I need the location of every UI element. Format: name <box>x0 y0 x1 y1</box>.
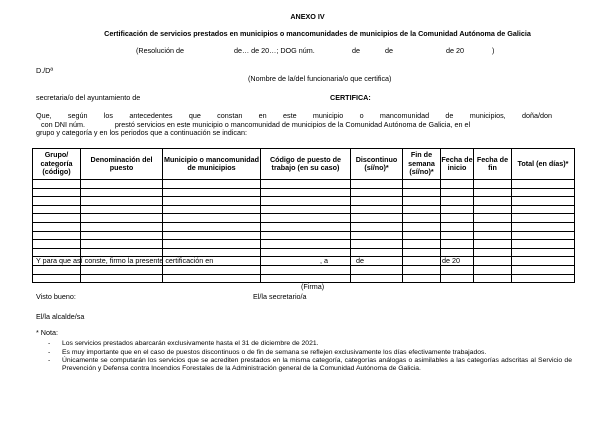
table-cell <box>441 188 474 197</box>
col-header-weekend: Fin de semana (sí/no)* <box>403 149 441 180</box>
table-cell <box>163 214 261 223</box>
annex-title: ANEXO IV <box>290 12 325 21</box>
certifica-heading: CERTIFICA: <box>330 93 371 102</box>
table-cell <box>351 205 403 214</box>
table-cell <box>474 188 512 197</box>
secretary-signature: El/la secretario/a <box>253 292 307 301</box>
table-cell <box>81 265 163 274</box>
table-cell <box>441 265 474 274</box>
paragraph-line-1: Que, según los antecedentes que constan en este municipio o mancomunidad de municipios, doña/don <box>36 111 552 120</box>
col-header-end-date: Fecha de fin <box>474 149 512 180</box>
table-cell <box>33 274 81 283</box>
table-cell <box>474 248 512 257</box>
col-header-total-days: Total (en días)* <box>512 149 575 180</box>
resolution-de-1: de <box>352 46 360 55</box>
table-cell <box>441 240 474 249</box>
table-cell <box>474 197 512 206</box>
table-cell <box>512 231 575 240</box>
table-cell <box>351 222 403 231</box>
table-cell <box>33 265 81 274</box>
table-cell <box>351 274 403 283</box>
table-cell <box>512 205 575 214</box>
table-cell <box>81 205 163 214</box>
table-cell <box>351 214 403 223</box>
certifier-name-hint: (Nombre de la/del funcionaria/o que certifica) <box>248 74 392 83</box>
table-cell <box>403 231 441 240</box>
table-cell <box>512 214 575 223</box>
table-row <box>33 231 575 240</box>
table-cell <box>512 240 575 249</box>
table-cell <box>163 265 261 274</box>
table-cell <box>512 180 575 189</box>
table-cell <box>512 265 575 274</box>
table-cell <box>351 240 403 249</box>
table-cell <box>512 257 575 266</box>
table-cell <box>441 214 474 223</box>
table-cell <box>403 197 441 206</box>
col-header-position: Denominación del puesto <box>81 149 163 180</box>
paragraph-line-3: grupo y categoría y en los periodos que a continuación se indican: <box>36 128 247 137</box>
table-cell <box>474 257 512 266</box>
table-cell <box>512 188 575 197</box>
col-header-group: Grupo/ categoría (código) <box>33 149 81 180</box>
table-cell <box>441 222 474 231</box>
table-row <box>33 240 575 249</box>
table-cell <box>33 231 81 240</box>
table-cell <box>261 265 351 274</box>
col-header-position-code: Código de puesto de trabajo (en su caso) <box>261 149 351 180</box>
table-cell <box>163 180 261 189</box>
table-cell <box>441 205 474 214</box>
note-text: Los servicios prestados abarcarán exclusivamente hasta el 31 de diciembre de 2021. <box>62 340 319 347</box>
col-header-discontinuous: Discontinuo (sí/no)* <box>351 149 403 180</box>
table-body <box>33 180 575 283</box>
table-cell <box>33 214 81 223</box>
table-cell <box>351 265 403 274</box>
mayor-signature: El/la alcalde/sa <box>36 312 85 321</box>
table-cell <box>81 214 163 223</box>
table-cell <box>163 197 261 206</box>
table-cell <box>81 188 163 197</box>
approval-label: Visto bueno: <box>36 292 76 301</box>
table-cell <box>474 231 512 240</box>
table-cell <box>441 274 474 283</box>
resolution-prefix: (Resolución de <box>136 46 184 55</box>
secretary-line: secretaria/o del ayuntamiento de <box>36 93 141 102</box>
table-cell <box>441 231 474 240</box>
table-cell <box>474 180 512 189</box>
table-cell <box>403 188 441 197</box>
signature-label: (Firma) <box>301 282 325 291</box>
table-cell <box>261 205 351 214</box>
table-cell <box>441 197 474 206</box>
closing-de: de <box>356 256 364 265</box>
table-cell <box>474 240 512 249</box>
table-row <box>33 197 575 206</box>
table-cell <box>351 188 403 197</box>
note-item <box>48 357 578 375</box>
note-dash: - <box>48 349 51 356</box>
closing-line: Y para que así conste, firmo la presente certificación en <box>36 256 214 265</box>
resolution-date: de… de 20…; DOG núm. <box>234 46 315 55</box>
table-cell <box>403 205 441 214</box>
document-title: Certificación de servicios prestados en municipios o mancomunidades de municipios de la Comunidad Autónoma de Galicia <box>104 29 531 38</box>
table-cell <box>512 248 575 257</box>
paragraph-line-2: con DNI núm. prestó servicios en este municipio o mancomunidad de municipios de la Comunidad Autónoma de Galicia, en el <box>41 119 471 129</box>
table-row <box>33 222 575 231</box>
notes-title: * Nota: <box>36 328 58 337</box>
closing-a: , a <box>320 256 328 265</box>
table-cell <box>474 265 512 274</box>
note-text: Únicamente se computarán los servicios que se acrediten prestados en la misma categoría, categorías análogas o asimilables a las categorías adscritas al Servicio de Prevención y Defensa contra Incendios Forestales de la Administración general de la Comunidad Autónoma de Galicia. <box>62 357 572 373</box>
table-cell <box>81 231 163 240</box>
table-cell <box>81 222 163 231</box>
table-cell <box>351 197 403 206</box>
table-cell <box>261 188 351 197</box>
col-header-municipality: Municipio o mancomunidad de municipios <box>163 149 261 180</box>
table-cell <box>163 205 261 214</box>
note-dash: - <box>48 357 51 364</box>
table-row <box>33 265 575 274</box>
col-header-start-date: Fecha de inicio <box>441 149 474 180</box>
table-cell <box>403 240 441 249</box>
table-cell <box>474 214 512 223</box>
table-cell <box>33 222 81 231</box>
table-cell <box>81 274 163 283</box>
table-cell <box>403 248 441 257</box>
table-cell <box>163 274 261 283</box>
table-cell <box>261 240 351 249</box>
table-cell <box>163 240 261 249</box>
resolution-year: de 20 <box>446 46 464 55</box>
table-cell <box>474 205 512 214</box>
table-cell <box>403 214 441 223</box>
note-dash: - <box>48 340 51 347</box>
table-cell <box>403 222 441 231</box>
table-cell <box>81 197 163 206</box>
table-cell <box>81 240 163 249</box>
closing-year: de 20 <box>442 256 460 265</box>
table-cell <box>261 222 351 231</box>
table-cell <box>403 180 441 189</box>
table-cell <box>512 222 575 231</box>
table-cell <box>261 214 351 223</box>
table-cell <box>403 257 441 266</box>
resolution-de-2: de <box>385 46 393 55</box>
table-row <box>33 180 575 189</box>
table-cell <box>261 197 351 206</box>
table-cell <box>261 180 351 189</box>
table-cell <box>512 274 575 283</box>
resolution-close: ) <box>492 46 495 55</box>
table-cell <box>33 205 81 214</box>
table-cell <box>33 240 81 249</box>
table-cell <box>81 180 163 189</box>
table-header-row <box>33 149 575 180</box>
dda-label: D./Dª <box>36 66 54 75</box>
table-cell <box>163 231 261 240</box>
table-cell <box>403 265 441 274</box>
table-cell <box>261 231 351 240</box>
table-row <box>33 188 575 197</box>
table-cell <box>33 188 81 197</box>
table-cell <box>403 274 441 283</box>
table-cell <box>261 248 351 257</box>
table-cell <box>441 180 474 189</box>
table-cell <box>351 231 403 240</box>
table-cell <box>512 197 575 206</box>
note-text: Es muy importante que en el caso de puestos discontinuos o de fin de semana se reflejen exclusivamente los días efectivamente trabajados. <box>62 349 487 356</box>
table-cell <box>33 197 81 206</box>
table-cell <box>351 180 403 189</box>
table-cell <box>163 188 261 197</box>
table-row <box>33 214 575 223</box>
table-cell <box>474 274 512 283</box>
table-cell <box>33 180 81 189</box>
table-cell <box>163 222 261 231</box>
table-row <box>33 205 575 214</box>
note-item <box>48 340 578 349</box>
table-cell <box>474 222 512 231</box>
table-cell <box>261 257 351 266</box>
